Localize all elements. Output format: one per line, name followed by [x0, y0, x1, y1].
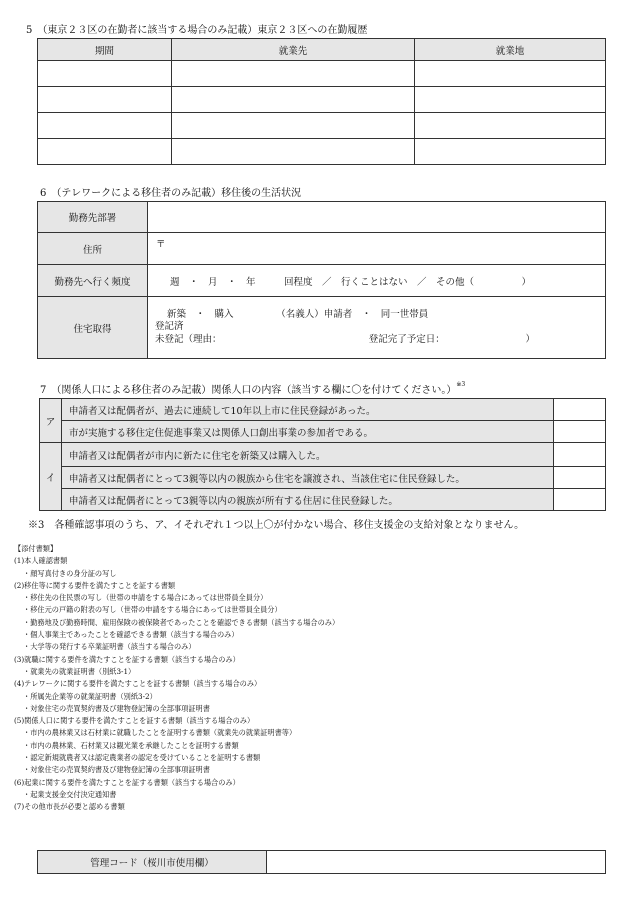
attachment-category: (4)テレワークに関する要件を満たすことを証する書類（該当する場合のみ）: [14, 679, 262, 689]
attachment-item: ・勤務地及び勤務時間、雇用保険の被保険者であったことを確認できる書類（該当する場合のみ）: [23, 617, 340, 627]
section-7-title-text: 7 （関係人口による移住者のみ記載）関係人口の内容（該当する欄に〇を付けてください。）: [40, 385, 457, 396]
condition-text: 市が実施する移住定住促進事業又は関係人口創出事業の参加者である。: [62, 421, 554, 443]
condition-text: 申請者又は配偶者が市内に新たに住宅を新築又は購入した。: [62, 443, 554, 467]
management-code-field[interactable]: [267, 851, 606, 874]
header-employer: 就業先: [172, 39, 415, 61]
attachment-item: ・起業支援金交付決定通知書: [23, 789, 117, 799]
employer-cell[interactable]: [172, 87, 415, 113]
housing-field[interactable]: [148, 297, 606, 359]
workplace-cell[interactable]: [415, 87, 606, 113]
group-i-label: イ: [40, 443, 62, 511]
telework-status-table: [37, 201, 606, 359]
check-cell[interactable]: [554, 489, 606, 511]
attachment-category: (5)関係人口に関する要件を満たすことを証する書類（該当する場合のみ）: [14, 716, 255, 726]
workplace-cell[interactable]: [415, 139, 606, 165]
attachment-item: ・個人事業主であったことを確認できる書類（該当する場合のみ）: [23, 630, 239, 640]
section-6-title: 6 （テレワークによる移住者のみ記載）移住後の生活状況: [40, 188, 302, 199]
attachment-item: ・対象住宅の売買契約書及び建物登記簿の全部事項証明書: [23, 703, 210, 713]
attachment-item: ・就業先の就業証明書（別紙3-1）: [23, 666, 136, 676]
header-workplace: 就業地: [415, 39, 606, 61]
dept-label: 勤務先部署: [38, 202, 148, 233]
attachment-item: ・顔写真付きの身分証の写し: [23, 568, 117, 578]
frequency-options: 週 ・ 月 ・ 年 回程度 ／ 行くことはない ／ その他（ ）: [170, 276, 532, 288]
table-row: [38, 61, 606, 87]
section-5-title: 5 （東京２３区の在勤者に該当する場合のみ記載）東京２３区への在勤履歴: [26, 25, 368, 36]
attachment-category: (1)本人確認書類: [14, 556, 68, 566]
unregistered-option: 未登記（理由： 登記完了予定日： ）: [155, 333, 536, 345]
check-cell[interactable]: [554, 421, 606, 443]
check-cell[interactable]: [554, 467, 606, 489]
period-cell[interactable]: [38, 87, 172, 113]
employer-cell[interactable]: [172, 113, 415, 139]
attachment-item: ・認定新規就農者又は認定農業者の認定を受けていることを証明する書類: [23, 753, 261, 763]
postal-mark: 〒: [156, 239, 166, 250]
attachment-item: ・移住先の住民票の写し（世帯の申請をする場合にあっては世帯員全員分）: [23, 593, 268, 603]
frequency-field[interactable]: [148, 265, 606, 297]
attachment-item: ・移住元の戸籍の附表の写し（世帯の申請をする場合にあっては世帯員全員分）: [23, 605, 282, 615]
workplace-cell[interactable]: [415, 113, 606, 139]
attachment-heading: 【添付書類】: [14, 544, 58, 553]
note-ref: ※3: [456, 381, 466, 388]
employer-cell[interactable]: [172, 139, 415, 165]
housing-type-options: 新築 ・ 購入 （名義人）申請者 ・ 同一世帯員: [167, 308, 429, 320]
attachment-category: (2)移住等に関する要件を満たすことを証する書類: [14, 580, 176, 590]
dept-field[interactable]: [148, 202, 606, 233]
table-row: [38, 113, 606, 139]
period-cell[interactable]: [38, 113, 172, 139]
check-cell[interactable]: [554, 399, 606, 421]
employer-cell[interactable]: [172, 61, 415, 87]
section-7-title: [40, 381, 465, 396]
address-field[interactable]: [148, 233, 606, 265]
attachment-item: ・大学等の発行する卒業証明書（該当する場合のみ）: [23, 642, 196, 652]
eligibility-note: ※3 各種確認事項のうち、ア、イそれぞれ１つ以上〇が付かない場合、移住支援金の支給対象となりません。: [28, 520, 525, 531]
table-row: [38, 87, 606, 113]
table-row: [38, 139, 606, 165]
attachment-item: ・市内の農林業又は石材業に就職したことを証明する書類（就業先の就業証明書等）: [23, 728, 297, 738]
attachment-item: ・所属先企業等の就業証明書（別紙3-2）: [23, 691, 157, 701]
group-a-label: ア: [40, 399, 62, 443]
management-code-label: 管理コード（桜川市使用欄）: [38, 851, 267, 874]
workplace-cell[interactable]: [415, 61, 606, 87]
attachment-item: ・対象住宅の売買契約書及び建物登記簿の全部事項証明書: [23, 765, 210, 775]
attachment-category: (3)就職に関する要件を満たすことを証する書類（該当する場合のみ）: [14, 654, 240, 664]
housing-label: 住宅取得: [38, 297, 148, 359]
work-history-table: [37, 38, 606, 165]
attachment-category: (6)起業に関する要件を満たすことを証する書類（該当する場合のみ）: [14, 777, 240, 787]
address-label: 住所: [38, 233, 148, 265]
registered-option: 登記済: [155, 321, 184, 333]
period-cell[interactable]: [38, 139, 172, 165]
period-cell[interactable]: [38, 61, 172, 87]
condition-text: 申請者又は配偶者が、過去に連続して10年以上市に住民登録があった。: [62, 399, 554, 421]
attachment-item: ・市内の農林業、石材業又は観光業を承継したことを証明する書類: [23, 740, 239, 750]
check-cell[interactable]: [554, 443, 606, 467]
attachment-category: (7)その他市長が必要と認める書類: [14, 802, 125, 812]
frequency-label: 勤務先へ行く頻度: [38, 265, 148, 297]
relation-population-table: [39, 398, 606, 511]
condition-text: 申請者又は配偶者にとって3親等以内の親族から住宅を譲渡され、当該住宅に住民登録した。: [62, 467, 554, 489]
management-code-table: [37, 850, 606, 874]
condition-text: 申請者又は配偶者にとって3親等以内の親族が所有する住居に住民登録した。: [62, 489, 554, 511]
attachment-list: [14, 543, 339, 814]
header-period: 期間: [38, 39, 172, 61]
